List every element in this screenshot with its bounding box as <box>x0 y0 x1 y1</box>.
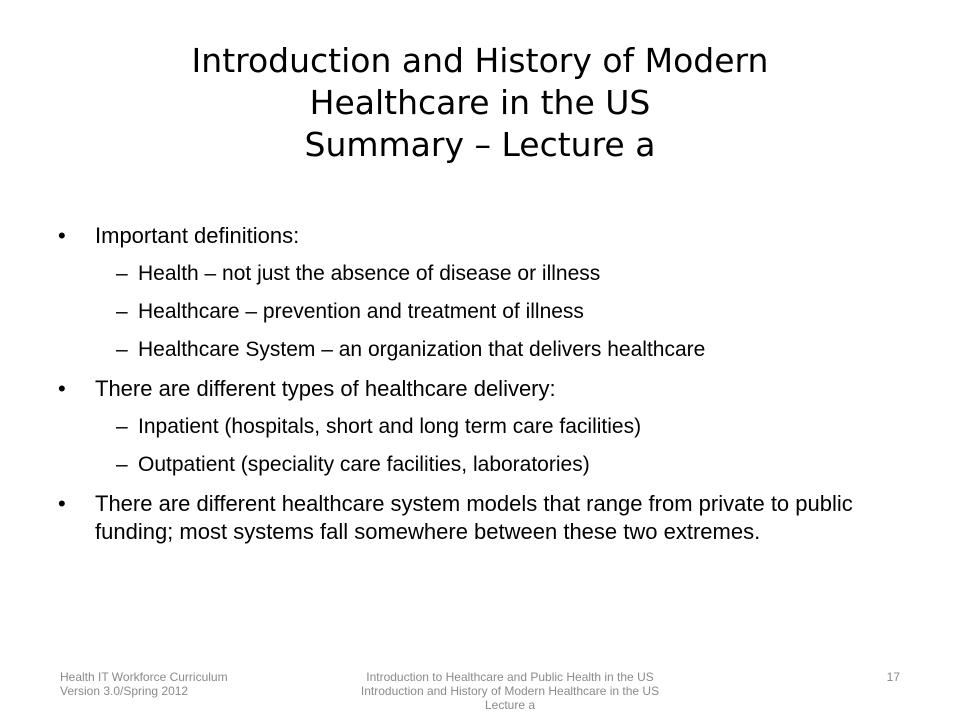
sub-bullet-item <box>58 299 908 325</box>
footer-curriculum-line-2: Version 3.0/Spring 2012 <box>60 684 189 698</box>
sub-bullet-text: Inpatient (hospitals, short and long term care facilities) <box>138 415 642 438</box>
slide-title-line-2: Healthcare in the US <box>309 83 651 122</box>
bullet-marker: • <box>58 491 66 516</box>
sub-bullet-item <box>58 452 908 478</box>
footer-curriculum <box>60 670 320 698</box>
slide-body <box>58 222 908 557</box>
sub-bullet-item <box>58 337 908 363</box>
sub-bullet-text: Healthcare System – an organization that delivers healthcare <box>138 338 706 361</box>
sub-bullet-text: Outpatient (speciality care facilities, laboratories) <box>138 453 590 476</box>
slide-title-line-1: Introduction and History of Modern <box>191 41 769 80</box>
bullet-marker: • <box>58 376 66 401</box>
page-number: 17 <box>886 670 900 684</box>
footer-course-line-1: Introduction to Healthcare and Public Health in the US <box>366 670 654 684</box>
bullet-marker: • <box>58 223 66 248</box>
bullet-text: Important definitions: <box>95 223 300 248</box>
footer-course-line-3: Lecture a <box>484 698 536 712</box>
bullet-text: There are different healthcare system models that range from private to public funding; most systems fall somewhere between these two extremes. <box>95 491 853 544</box>
footer-curriculum-line-1: Health IT Workforce Curriculum <box>60 670 228 684</box>
slide-title <box>60 40 900 166</box>
dash-marker: – <box>116 453 128 476</box>
sub-bullet-item <box>58 261 908 287</box>
bullet-item <box>58 490 908 546</box>
bullet-item <box>58 375 908 403</box>
footer-course-title <box>320 670 700 712</box>
dash-marker: – <box>116 300 128 323</box>
sub-bullet-text: Healthcare – prevention and treatment of illness <box>138 300 584 323</box>
dash-marker: – <box>116 262 128 285</box>
sub-bullet-item <box>58 414 908 440</box>
dash-marker: – <box>116 338 128 361</box>
bullet-text: There are different types of healthcare delivery: <box>95 376 556 401</box>
sub-bullet-text: Health – not just the absence of disease or illness <box>138 262 601 285</box>
slide-title-line-3: Summary – Lecture a <box>304 125 656 164</box>
dash-marker: – <box>116 415 128 438</box>
footer-course-line-2: Introduction and History of Modern Healthcare in the US <box>360 684 660 698</box>
bullet-item <box>58 222 908 250</box>
